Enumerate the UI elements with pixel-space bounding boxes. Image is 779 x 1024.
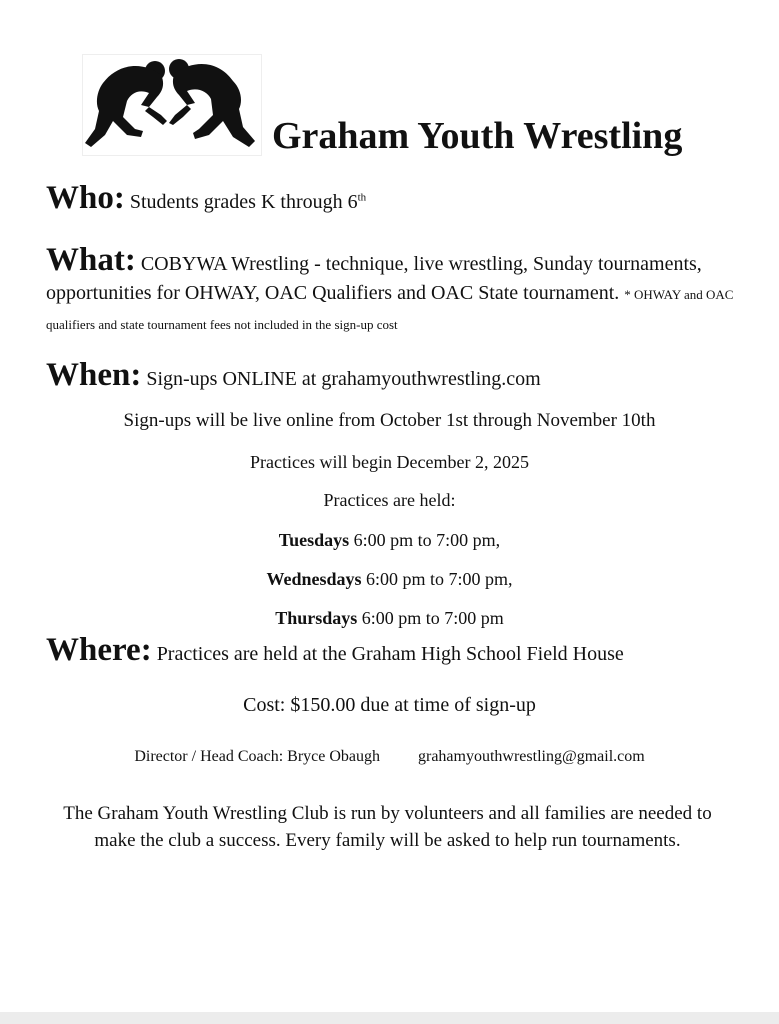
who-label: Who:	[46, 180, 125, 216]
who-superscript: th	[357, 191, 367, 204]
wrestlers-silhouette-icon	[82, 54, 262, 156]
who-text: Students grades K through 6	[129, 191, 358, 213]
page-bottom-edge	[0, 1012, 779, 1024]
schedule-day: Thursdays	[275, 608, 358, 628]
cost-line: Cost: $150.00 due at time of sign-up	[243, 694, 536, 716]
who-section	[46, 180, 366, 217]
what-note: * OHWAY and OAC qualifiers and state tournament fees not included in the sign-up cost	[46, 287, 734, 332]
schedule-row	[0, 608, 779, 629]
schedule-row	[0, 569, 779, 590]
schedule-day: Wednesdays	[266, 569, 362, 589]
what-label: What:	[46, 242, 136, 278]
schedule-row	[0, 530, 779, 551]
when-section	[46, 357, 541, 394]
schedule-day: Tuesdays	[278, 530, 350, 550]
page-title: Graham Youth Wrestling	[272, 115, 683, 157]
when-label: When:	[46, 357, 142, 393]
practice-intro: Practices are held:	[323, 490, 456, 510]
what-text: COBYWA Wrestling - technique, live wrestling, Sunday tournaments, opportunities for OHWAY, OAC Qualifiers and OAC State tournament.	[46, 253, 702, 304]
schedule-time: 6:00 pm to 7:00 pm,	[366, 569, 513, 589]
where-section	[46, 632, 624, 669]
signup-window: Sign-ups will be live online from October 1st through November 10th	[123, 410, 656, 431]
schedule-time: 6:00 pm to 7:00 pm	[361, 608, 504, 628]
director-name: Director / Head Coach: Bryce Obaugh	[134, 748, 380, 765]
schedule-time: 6:00 pm to 7:00 pm,	[353, 530, 501, 550]
closing-paragraph: The Graham Youth Wrestling Club is run by volunteers and all families are needed to make the club a success. Every family will be asked to help run tournaments.	[63, 803, 712, 851]
when-text: Sign-ups ONLINE at grahamyouthwrestling.com	[146, 368, 541, 390]
where-label: Where:	[46, 632, 152, 668]
what-section	[46, 244, 746, 339]
contact-line	[0, 748, 779, 766]
where-text: Practices are held at the Graham High School Field House	[156, 643, 624, 665]
contact-email[interactable]: grahamyouthwrestling@gmail.com	[418, 748, 645, 765]
practice-start: Practices will begin December 2, 2025	[250, 452, 529, 472]
